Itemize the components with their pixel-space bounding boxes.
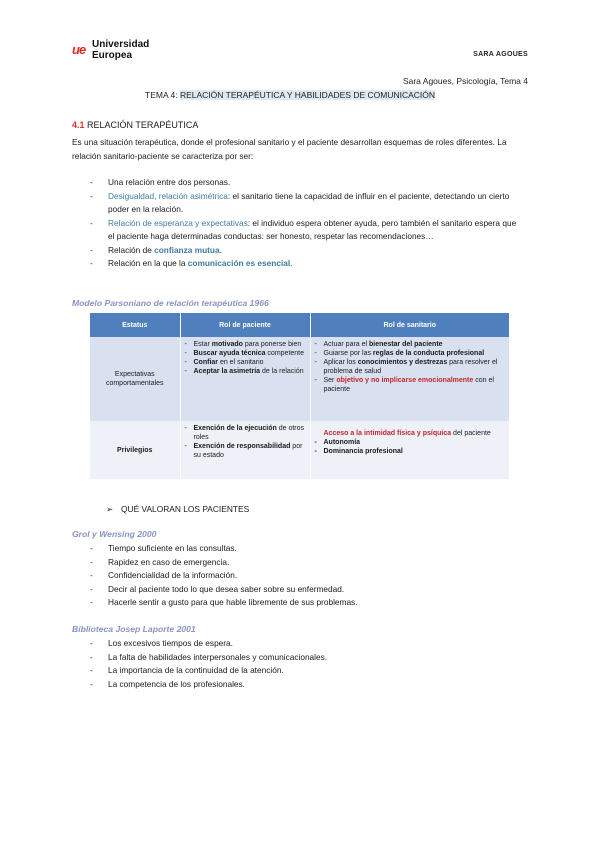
- list-item: - Tiempo suficiente en las consultas.: [72, 542, 524, 556]
- cell-item: - Aceptar la asimetría de la relación: [185, 367, 306, 376]
- cell-item: - Exención de responsabilidad por su estado: [185, 442, 306, 460]
- row-label: Privilegios: [90, 421, 180, 479]
- list-item-highlight: comunicación es esencial: [187, 258, 291, 268]
- cell-item: - Guiarse por las reglas de la conducta profesional: [315, 349, 506, 358]
- intro-paragraph: Es una situación terapéutica, donde el profesional sanitario y el paciente desarrollan esquemas de roles diferentes. La relación sanitario-paciente se caracteriza por ser:: [72, 137, 507, 161]
- section-title: RELACIÓN TERAPÉUTICA: [84, 120, 199, 130]
- list-item: - La falta de habilidades interpersonales y comunicacionales.: [72, 651, 524, 665]
- title-highlight: RELACIÓN TERAPÉUTICA Y HABILIDADES DE COMUNICACIÓN: [179, 90, 436, 100]
- model-title: Modelo Parsoniano de relación terapéutica 1966: [72, 298, 269, 308]
- cell-item: - Confiar en el sanitario: [185, 358, 306, 367]
- list-item-text: : el sanitario tiene la capacidad de influir en el paciente, detectando un cierto poder en la relación.: [108, 190, 510, 214]
- patient-cell: [180, 337, 310, 421]
- grol-wensing-list: [72, 542, 524, 610]
- header-estatus: Estatus: [90, 313, 180, 337]
- staff-cell: [310, 421, 510, 479]
- logo-line-1: Universidad: [92, 39, 150, 50]
- cell-item: - Ser objetivo y no implicarse emocionalmente con el paciente: [315, 376, 506, 394]
- list-item: - Confidencialidad de la información.: [72, 569, 524, 583]
- table-header-row: [90, 313, 510, 337]
- section-heading: [72, 120, 198, 130]
- header-patient-role: Rol de paciente: [180, 313, 310, 337]
- section-number: 4.1: [72, 120, 85, 130]
- parsonian-model-table: [90, 313, 510, 479]
- list-item-text: Relación de: [108, 244, 155, 255]
- header-author: SARA AGOUES: [473, 51, 528, 58]
- list-item: - Hacerle sentir a gusto para que hable libremente de sus problemas.: [72, 596, 524, 610]
- characteristics-list: [72, 176, 524, 271]
- cell-item: - Autonomía: [315, 438, 506, 447]
- list-item: - La importancia de la continuidad de la atención.: [72, 664, 524, 678]
- arrow-bullet-icon: ➢: [106, 504, 114, 514]
- list-item-highlight: Relación de esperanza y expectativas: [108, 217, 248, 228]
- table-row: [90, 337, 510, 421]
- list-item: - Los excesivos tiempos de espera.: [72, 637, 524, 651]
- cell-item: - Estar motivado para ponerse bien: [185, 340, 306, 349]
- table-row: [90, 421, 510, 479]
- document-title: [145, 90, 435, 100]
- list-item-highlight: Desigualdad, relación asimétrica: [108, 190, 228, 201]
- row-label: Expectativas comportamentales: [90, 337, 180, 421]
- header-staff-role: Rol de sanitario: [310, 313, 510, 337]
- cell-item: - Actuar para el bienestar del paciente: [315, 340, 506, 349]
- cell-item: - Dominancia profesional: [315, 447, 506, 456]
- cell-item: - Exención de la ejecución de otros roles: [185, 424, 306, 442]
- list-item: - Rapidez en caso de emergencia.: [72, 556, 524, 570]
- laporte-list: [72, 637, 524, 691]
- patients-value-heading: [106, 504, 249, 514]
- cell-item: - Buscar ayuda técnica competente: [185, 349, 306, 358]
- logo-line-2: Europea: [92, 50, 133, 61]
- document-subtitle: Sara Agoues, Psicología, Tema 4: [402, 76, 528, 86]
- list-item: - La competencia de los profesionales.: [72, 678, 524, 692]
- grol-wensing-title: Grol y Wensing 2000: [72, 529, 157, 539]
- list-item-text: Una relación entre dos personas.: [108, 177, 231, 187]
- logo-text: [92, 39, 149, 61]
- cell-item: - Aplicar los conocimientos y destrezas para resolver el problema de salud: [315, 358, 506, 376]
- list-item-text: : el individuo espera obtener ayuda, pero también el sanitario espera que el paciente haga determinadas conductas: ser honesto, respetar las recomendaciones…: [108, 217, 517, 241]
- list-item: [72, 176, 524, 190]
- patient-cell: [180, 421, 310, 479]
- cell-item: Acceso a la intimidad física y psíquica del paciente: [323, 430, 491, 437]
- laporte-title: Biblioteca Josep Laporte 2001: [72, 624, 196, 634]
- ue-logo-icon: ue: [72, 42, 86, 57]
- list-item: [72, 217, 524, 244]
- list-item-text: .: [290, 258, 293, 268]
- university-logo: [72, 39, 149, 61]
- list-item: [72, 244, 524, 258]
- title-prefix: TEMA 4:: [145, 90, 180, 100]
- list-item-highlight: confianza mutua: [154, 244, 220, 255]
- list-item-text: Relación en la que la: [108, 258, 188, 268]
- list-item: - Decir al paciente todo lo que desea saber sobre su enfermedad.: [72, 583, 524, 597]
- list-item: [72, 257, 524, 271]
- list-item: [72, 190, 524, 217]
- staff-cell: [310, 337, 510, 421]
- list-item-text: .: [219, 244, 222, 255]
- heading-text: QUÉ VALORAN LOS PACIENTES: [121, 504, 250, 514]
